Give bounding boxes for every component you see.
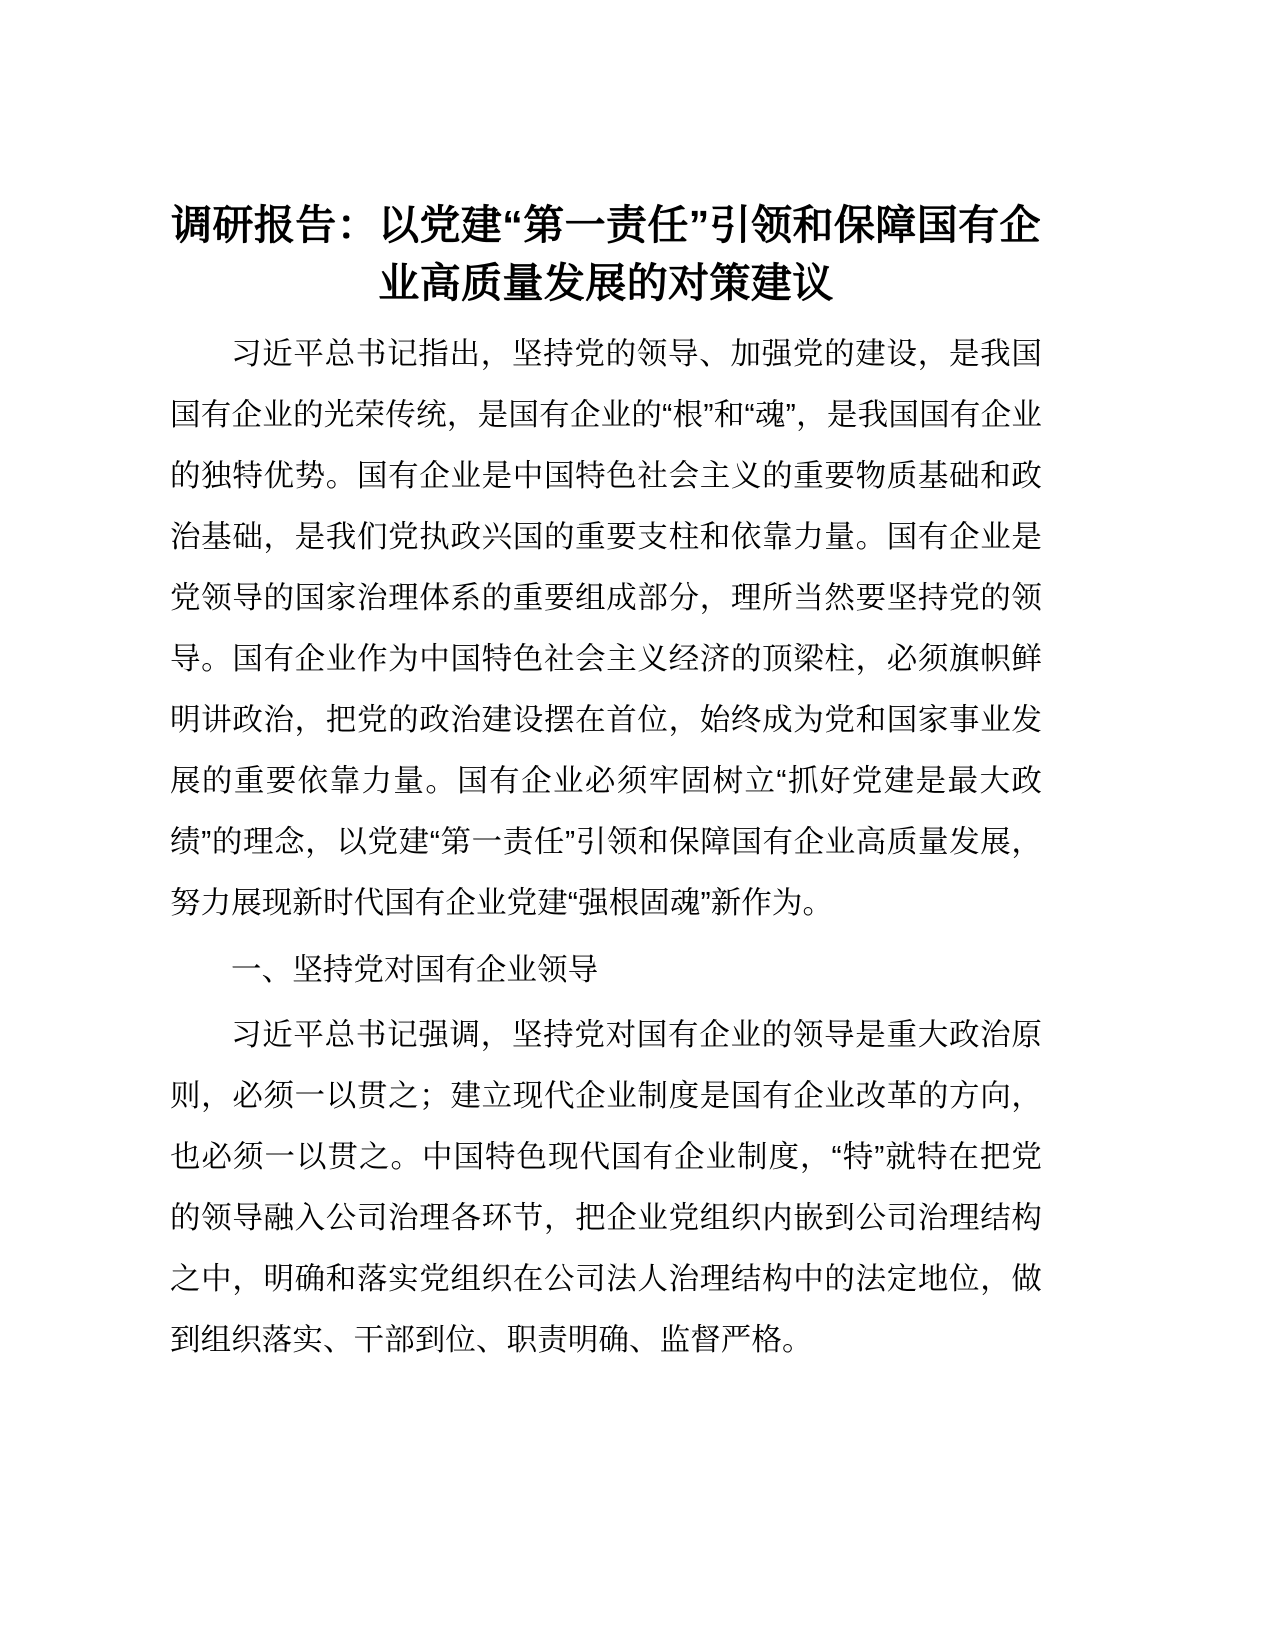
paragraph-intro: 习近平总书记指出，坚持党的领导、加强党的建设，是我国国有企业的光荣传统，是国有企业的“根”和“魂”，是我国国有企业的独特优势。国有企业是中国特色社会主义的重要物质基础和政治基础，是我们党执政兴国的重要支柱和依靠力量。国有企业是党领导的国家治理体系的重要组成部分，理所当然要坚持党的领导。国有企业作为中国特色社会主义经济的顶梁柱，必须旗帜鲜明讲政治，把党的政治建设摆在首位，始终成为党和国家事业发展的重要依靠力量。国有企业必须牢固树立“抓好党建是最大政绩”的理念，以党建“第一责任”引领和保障国有企业高质量发展，努力展现新时代国有企业党建“强根固魂”新作为。 — [170, 337, 1042, 921]
paragraph-section-1-body: 习近平总书记强调，坚持党对国有企业的领导是重大政治原则，必须一以贯之；建立现代企业制度是国有企业改革的方向，也必须一以贯之。中国特色现代国有企业制度，“特”就特在把党的领导融入公司治理各环节，把企业党组织内嵌到公司治理结构之中，明确和落实党组织在公司法人治理结构中的法定地位，做到组织落实、干部到位、职责明确、监督严格。 — [170, 1018, 1042, 1358]
page-title: 调研报告：以党建“第一责任”引领和保障国有企业高质量发展的对策建议 — [171, 202, 1041, 307]
section-heading-1: 一、坚持党对国有企业领导 — [231, 953, 599, 988]
document-content — [170, 196, 1042, 1375]
